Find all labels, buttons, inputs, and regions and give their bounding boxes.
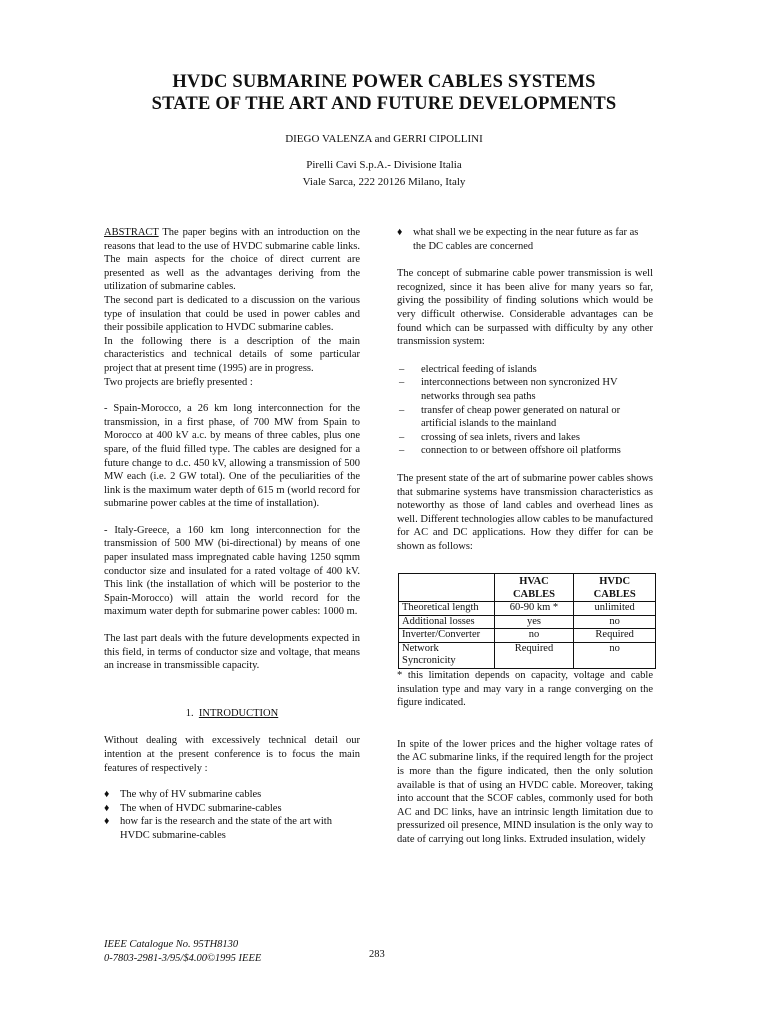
affiliation [0,157,768,191]
left-column [104,226,360,843]
list-item: – transfer of cheap power generated on natural or artificial islands to the mainland [399,404,621,430]
table-row [399,642,656,668]
affiliation-line1: Pirelli Cavi S.p.A.- Divisione Italia [306,159,462,171]
list-item: ♦ The why of HV submarine cables [104,789,262,801]
intro-paragraph: Without dealing with excessively technical detail our intention at the present conference is to focus the main features of respectively : [104,735,360,774]
table-cell-hvac: yes [494,615,574,629]
advantages-list [397,363,653,458]
footer-isbn: 0-7803-2981-3/95/$4.00©1995 IEEE [104,953,262,964]
dash-bullet-icon: – [399,445,405,457]
table-cell-hvac: 60-90 km * [494,602,574,616]
list-item: ♦ The when of HVDC submarine-cables [104,802,282,814]
list-item: – connection to or between offshore oil platforms [399,445,621,457]
list-item: ♦ how far is the research and the state of the art with HVDC submarine-cables [104,816,332,841]
table-cell-hvdc: no [574,615,656,629]
table-row-label: Inverter/Converter [399,629,495,643]
concept-paragraph: The concept of submarine cable power transmission is well recognized, since it has been alive for many years so far, giving the possibility of finding solutions which would be very difficult otherwise. Considerable advantages can be found which can be surpassed with difficulty by any other transmission system: [397,268,653,348]
table-row [399,602,656,616]
affiliation-line2: Viale Sarca, 222 20126 Milano, Italy [302,176,466,188]
intro-bullet-list [104,788,360,842]
table-footnote: * this limitation depends on capacity, voltage and cable insulation type and may vary in a range converging on the figure indicated. [397,669,653,709]
section-number: 1. [185,707,194,719]
list-item: – crossing of sea inlets, rivers and lakes [399,431,580,443]
table-cell-hvdc: unlimited [574,602,656,616]
authors: DIEGO VALENZA and GERRI CIPOLLINI [285,133,483,145]
table-cell-hvac: Required [494,642,574,668]
list-item: ♦ what shall we be expecting in the near future as far as the DC cables are concerned [397,227,639,252]
table-header-hvdc: HVDC CABLES [574,574,656,602]
top-bullet-list [397,226,653,253]
dash-bullet-icon: – [399,363,405,375]
table-cell-hvdc: Required [574,629,656,643]
paper-title-line2: STATE OF THE ART AND FUTURE DEVELOPMENTS [151,94,617,114]
dash-bullet-icon: – [399,431,405,443]
abstract-text: The paper begins with an introduction on the reasons that lead to the use of HVDC submarine cable links. The main aspects for the choice of direct current are presented as well as the advantages deriving from the utilization of submarine cables. [104,227,360,293]
diamond-bullet-icon: ♦ [104,789,110,801]
table-row-label: Theoretical length [399,602,495,616]
italy-greece-paragraph: - Italy-Greece, a 160 km long interconnection for the transmission of 500 MW (bi-directional) by means of one paper insulated mass impregnated cable having 1250 sqmm conductor size and insulated for a rated voltage of 400 kV. This link (the installation of which will be posterior to the Spain-Morocco) will attain the world record for the maximum water depth for submarine power cables: 1000 m. [104,524,360,618]
section-heading [104,707,360,721]
right-column [397,226,653,847]
abstract-para4: Two projects are briefly presented : [104,376,253,388]
table-row [399,615,656,629]
table-header-hvac: HVAC CABLES [494,574,574,602]
list-item: – electrical feeding of islands [399,363,537,375]
diamond-bullet-icon: ♦ [397,227,403,238]
page-number: 283 [369,949,385,960]
table-row [399,629,656,643]
in-spite-paragraph: In spite of the lower prices and the higher voltage rates of the AC submarine links, if the required length for the project is more than the figure indicated, then the only solution available is that of using an HVDC cable. Moreover, taking into account that the SCOF cables, commonly used for both AC and DC links, have an intrinsic length limitation due to pressurized oil presence, MIND insulation is the only way to date of carrying out long links. Extruded insulation, widely [397,738,653,845]
table-cell-hvac: no [494,629,574,643]
last-part-paragraph: The last part deals with the future developments expected in this field, in terms of conductor size and voltage, that means an increase in transmissible capacity. [104,633,360,672]
abstract-para2: The second part is dedicated to a discussion on the various type of insulation that could be used in power cables and their possibile application to HVDC submarine cables. [104,294,360,334]
footer-catalogue: IEEE Catalogue No. 95TH8130 [104,939,239,950]
paper-title-line1: HVDC SUBMARINE POWER CABLES SYSTEMS [172,72,596,92]
diamond-bullet-icon: ♦ [104,816,110,828]
table-row-label: Network Syncronicity [399,642,495,668]
section-title: INTRODUCTION [198,707,279,719]
abstract [104,226,360,294]
diamond-bullet-icon: ♦ [104,802,110,814]
dash-bullet-icon: – [399,404,405,416]
table-cell-hvdc: no [574,642,656,668]
spain-morocco-paragraph: - Spain-Morocco, a 26 km long interconnection for the transmission, in a first phase, of 700 MW from Spain to Morocco at 400 kV a.c. by means of three cables, plus one spare, of the fluid filled type. The cables are designed for a future change to d.c. 450 kV, allowing a transmission of 500 MW each (i.e. 2 GW total). One of the peculiarities of the link is the maximum water depth of 615 m (world record for submarine power cables at the time of installation). [104,403,360,510]
table-header-row [399,574,656,602]
abstract-para3: In the following there is a description of the main characteristics and technical details of some particular project that at present time (1995) are in progress. [104,335,360,374]
dash-bullet-icon: – [399,377,405,389]
list-item: – interconnections between non syncronized HV networks through sea paths [399,377,618,402]
comparison-table [398,573,656,669]
abstract-label: ABSTRACT [104,227,159,238]
table-header-empty [399,574,495,602]
table-row-label: Additional losses [399,615,495,629]
present-state-paragraph: The present state of the art of submarine power cables shows that submarine systems have transmission characteristics as noteworthy as those of land cables and overhead lines as well. Different technologies allow cables to be manufactured for AC and DC applications. How they differ for can be shown as follows: [397,472,653,552]
footer-citation [104,938,261,966]
